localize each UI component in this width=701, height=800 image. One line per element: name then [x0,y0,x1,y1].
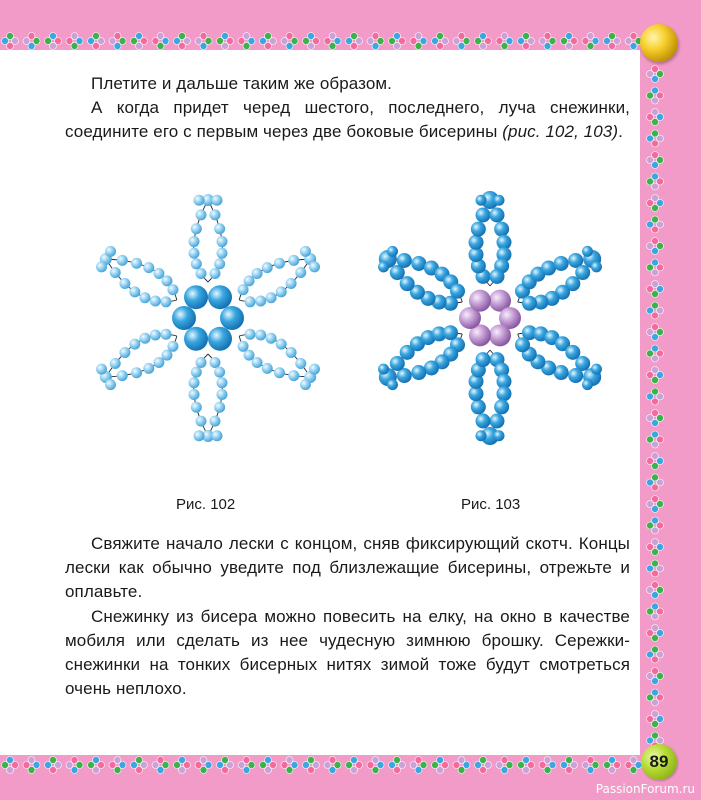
bead [209,268,220,279]
center-bead [172,306,196,330]
bead-cluster [432,757,449,774]
bead-cluster [432,33,449,50]
tip-bead [387,379,398,390]
bead-cluster [2,33,19,50]
bead-cluster [539,757,556,774]
bead [131,258,142,269]
bead-cluster [45,33,62,50]
center-bead [469,290,491,312]
bead [522,296,537,311]
bead-border-bottom [0,754,640,776]
bead-cluster [260,757,277,774]
bead-cluster [604,757,621,774]
bead [117,255,128,266]
bead-cluster [410,757,427,774]
bead [266,333,277,344]
bead [295,358,306,369]
bead-cluster [647,453,664,470]
page-content [0,50,640,755]
bead [286,278,297,289]
bead [216,248,227,259]
bead-cluster [389,33,406,50]
bead [150,296,161,307]
bead [189,377,200,388]
bead-cluster [647,281,664,298]
bead-cluster [647,539,664,556]
bead [209,209,220,220]
bead-cluster [66,33,83,50]
tip-bead [309,261,320,272]
bead [494,222,509,237]
bead [139,333,150,344]
bead-cluster [195,33,212,50]
bead [131,367,142,378]
bead-cluster [453,33,470,50]
bead [110,267,121,278]
center-bead [184,327,208,351]
bead-cluster [647,431,664,448]
tip-bead [300,379,311,390]
bead-cluster [88,33,105,50]
snowflake-figure-102 [73,183,343,453]
bead-cluster [346,757,363,774]
bead [471,399,486,414]
bead [397,253,412,268]
bead-cluster [2,757,19,774]
bead-cluster [281,33,298,50]
bead-cluster [625,757,642,774]
bead [489,208,504,223]
paragraph-2-end: . [618,122,623,141]
bead [496,386,511,401]
bead [191,402,202,413]
bead [469,235,484,250]
bead [554,256,569,271]
bead [443,325,458,340]
bead [110,358,121,369]
bead-cluster [647,87,664,104]
bead-cluster [561,33,578,50]
bead-cluster [647,367,664,384]
bead [119,347,130,358]
bead [160,296,171,307]
bead-cluster [647,195,664,212]
bead [191,367,202,378]
paragraph-1: Плетите и дальше таким же образом. [91,74,392,93]
bead [489,269,504,284]
bead [471,222,486,237]
bead [214,367,225,378]
bead-border-top [0,30,640,52]
tip-bead [378,364,389,375]
bead-cluster [453,757,470,774]
bead-cluster [475,33,492,50]
tip-bead [211,195,222,206]
bead [214,223,225,234]
bead-cluster [561,757,578,774]
bead [274,367,285,378]
bead-cluster [647,517,664,534]
bead-cluster [647,410,664,427]
bead-cluster [281,757,298,774]
tip-bead [387,246,398,257]
paragraph-2-text: А когда придет черед шестого, последнего, луча снежинки, соедините его с первым через две боковые бисерины [65,98,630,141]
paragraph-3: Свяжите начало лески с концом, сняв фиксирующий скотч. Концы лески как обычно уведите под близлежащие бисерины, отрежьте и оплавьте. [65,534,630,601]
bead-cluster [389,757,406,774]
bead-cluster [475,757,492,774]
bead-cluster [647,259,664,276]
bead [489,413,504,428]
tip-bead [493,430,504,441]
bead [153,357,164,368]
bead-cluster [647,474,664,491]
bead [191,258,202,269]
bead [189,236,200,247]
bead-cluster [238,33,255,50]
bead-cluster [647,496,664,513]
bead-cluster [647,560,664,577]
bead [143,363,154,374]
bead [245,329,256,340]
bead [216,377,227,388]
bead [196,416,207,427]
tip-bead [591,261,602,272]
caption-fig-102: Рис. 102 [176,496,236,513]
bead-cluster [217,33,234,50]
tip-bead [300,246,311,257]
bead [568,368,583,383]
bead [274,258,285,269]
thread-lines [388,200,592,436]
bead-cluster [647,302,664,319]
bead-cluster [324,757,341,774]
bead [266,292,277,303]
tip-bead [194,195,205,206]
bead [252,268,263,279]
tip-bead [309,364,320,375]
bead [286,347,297,358]
bead [450,284,465,299]
bead-cluster [109,757,126,774]
bead [295,267,306,278]
center-bead [208,327,232,351]
bead-cluster [496,33,513,50]
bead-cluster [647,152,664,169]
tip-bead [105,246,116,257]
figure-reference: (рис. 102, 103) [502,122,619,141]
tip-bead [493,195,504,206]
bead-cluster [647,173,664,190]
bead-cluster [647,216,664,233]
bead [216,236,227,247]
bead-cluster [647,109,664,126]
bead-cluster [647,689,664,706]
bead-cluster [647,711,664,728]
bead-cluster [647,324,664,341]
bead-cluster [303,33,320,50]
gold-bead-decoration [640,24,678,62]
center-bead [489,324,511,346]
watermark: PassionForum.ru [595,782,695,796]
paragraph-2 [65,96,630,144]
tip-bead [476,430,487,441]
bead-cluster [324,33,341,50]
bead-cluster [647,646,664,663]
tip-bead [591,364,602,375]
bead [276,286,287,297]
bead-cluster [647,388,664,405]
bead-cluster [647,668,664,685]
bead-cluster [260,33,277,50]
bead [238,341,249,352]
bead-cluster [647,603,664,620]
bead [411,365,426,380]
bead-cluster [217,757,234,774]
bead-cluster [195,757,212,774]
tip-bead [211,430,222,441]
bead [209,357,220,368]
bead-cluster [174,33,191,50]
bead [143,262,154,273]
bead-cluster [238,757,255,774]
bead [214,402,225,413]
page-number: 89 [641,744,677,780]
bead-cluster [45,757,62,774]
bead [515,337,530,352]
thread-lines [106,200,310,436]
bead-cluster [539,33,556,50]
paragraph-4: Снежинку из бисера можно повесить на елку, на окно в качестве мобиля или сделать из нее чудесную зимнюю брошку. Сережки-снежинки на тонких бисерных нитях зимой тоже будут смотреться очень неплохо. [65,607,630,698]
bead-cluster [647,130,664,147]
tip-bead [582,379,593,390]
bead-cluster [152,757,169,774]
bead-cluster [152,33,169,50]
bead [255,329,266,340]
bead [160,329,171,340]
bead-cluster [604,33,621,50]
bead [276,339,287,350]
snowflake-figure-103 [355,183,625,453]
center-bead [184,285,208,309]
bead [189,248,200,259]
bead [196,268,207,279]
bead [476,413,491,428]
bead-cluster [367,33,384,50]
bead [196,357,207,368]
bead [262,262,273,273]
bead [262,363,273,374]
bead-cluster [88,757,105,774]
bead [214,258,225,269]
bead-cluster [410,33,427,50]
bead-cluster [109,33,126,50]
bead-cluster [647,625,664,642]
bead-cluster [582,757,599,774]
bead [189,389,200,400]
bead [129,339,140,350]
bead [139,292,150,303]
bead [216,389,227,400]
bead [494,399,509,414]
bead-cluster [582,33,599,50]
bead [196,209,207,220]
bead [476,352,491,367]
bead-cluster [23,33,40,50]
center-bead [220,306,244,330]
bead [476,208,491,223]
bead-cluster [647,238,664,255]
bead-cluster [647,582,664,599]
bead-cluster [647,345,664,362]
bead [288,370,299,381]
bead [129,286,140,297]
bead [119,278,130,289]
bead-cluster [647,66,664,83]
bead-cluster [131,33,148,50]
tip-bead [105,379,116,390]
bead [191,223,202,234]
bead-cluster [496,757,513,774]
bead [117,370,128,381]
bead [150,329,161,340]
bead-cluster [303,757,320,774]
bead-cluster [518,33,535,50]
bead-cluster [346,33,363,50]
tip-bead [378,261,389,272]
center-bead [208,285,232,309]
bead [209,416,220,427]
bead-border-right [640,60,670,760]
tip-bead [96,261,107,272]
bead [245,296,256,307]
bead [288,255,299,266]
bead [255,296,266,307]
bead [167,284,178,295]
bead-cluster [131,757,148,774]
bead-cluster [23,757,40,774]
caption-fig-103: Рис. 103 [461,496,521,513]
bead-cluster [367,757,384,774]
tip-bead [582,246,593,257]
tip-bead [194,430,205,441]
bead-cluster [66,757,83,774]
bead-cluster [518,757,535,774]
tip-bead [476,195,487,206]
bead-cluster [174,757,191,774]
tip-bead [96,364,107,375]
